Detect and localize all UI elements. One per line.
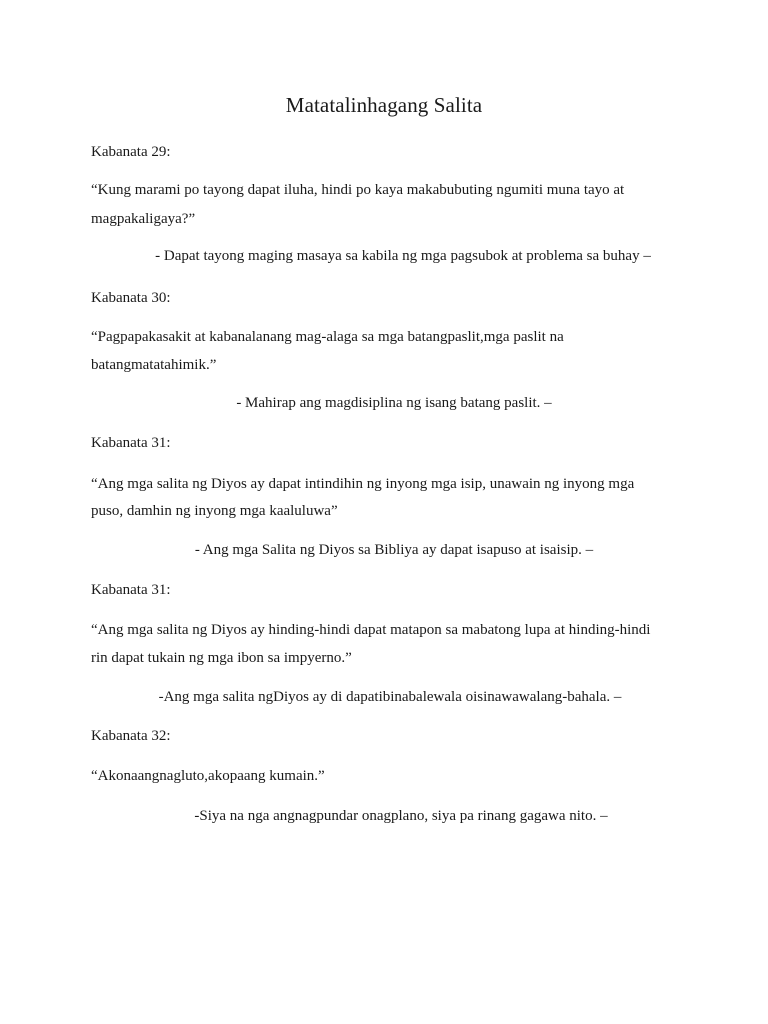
meaning-3: - Ang mga Salita ng Diyos sa Bibliya ay dapat isapuso at isaisip. – [194, 542, 594, 558]
quote-line-4a: “Ang mga salita ng Diyos ay hinding-hindi dapat matapon sa mabatong lupa at hinding-hindi [91, 622, 651, 638]
meaning-5: -Siya na nga angnagpundar onagplano, siya pa rinang gagawa nito. – [194, 808, 608, 824]
quote-line-2a: “Pagpapakasakit at kabanalanang mag-alaga sa mga batangpaslit,mga paslit na [91, 329, 564, 345]
quote-line-1b: magpakaligaya?” [91, 211, 196, 227]
meaning-4: -Ang mga salita ngDiyos ay di dapatibinabalewala oisinawawalang-bahala. – [158, 689, 622, 705]
quote-line-5a: “Akonaangnagluto,akopaang kumain.” [91, 768, 325, 784]
quote-line-3a: “Ang mga salita ng Diyos ay dapat intindihin ng inyong mga isip, unawain ng inyong mga [91, 476, 635, 492]
section-heading-3: Kabanata 31: [91, 435, 171, 451]
section-heading-5: Kabanata 32: [91, 728, 171, 744]
quote-line-2b: batangmatatahimik.” [91, 357, 217, 373]
meaning-1: - Dapat tayong maging masaya sa kabila ng mga pagsubok at problema sa buhay – [155, 248, 651, 264]
section-heading-2: Kabanata 30: [91, 290, 171, 306]
quote-line-1a: “Kung marami po tayong dapat iluha, hindi po kaya makabubuting ngumiti muna tayo at [91, 182, 625, 198]
section-heading-4: Kabanata 31: [91, 582, 171, 598]
page-title: Matatalinhagang Salita [285, 93, 483, 117]
quote-line-3b: puso, damhin ng inyong mga kaaluluwa” [91, 503, 338, 519]
meaning-2: - Mahirap ang magdisiplina ng isang batang paslit. – [236, 395, 552, 411]
quote-line-4b: rin dapat tukain ng mga ibon sa impyerno.” [91, 650, 352, 666]
section-heading-1: Kabanata 29: [91, 144, 171, 160]
